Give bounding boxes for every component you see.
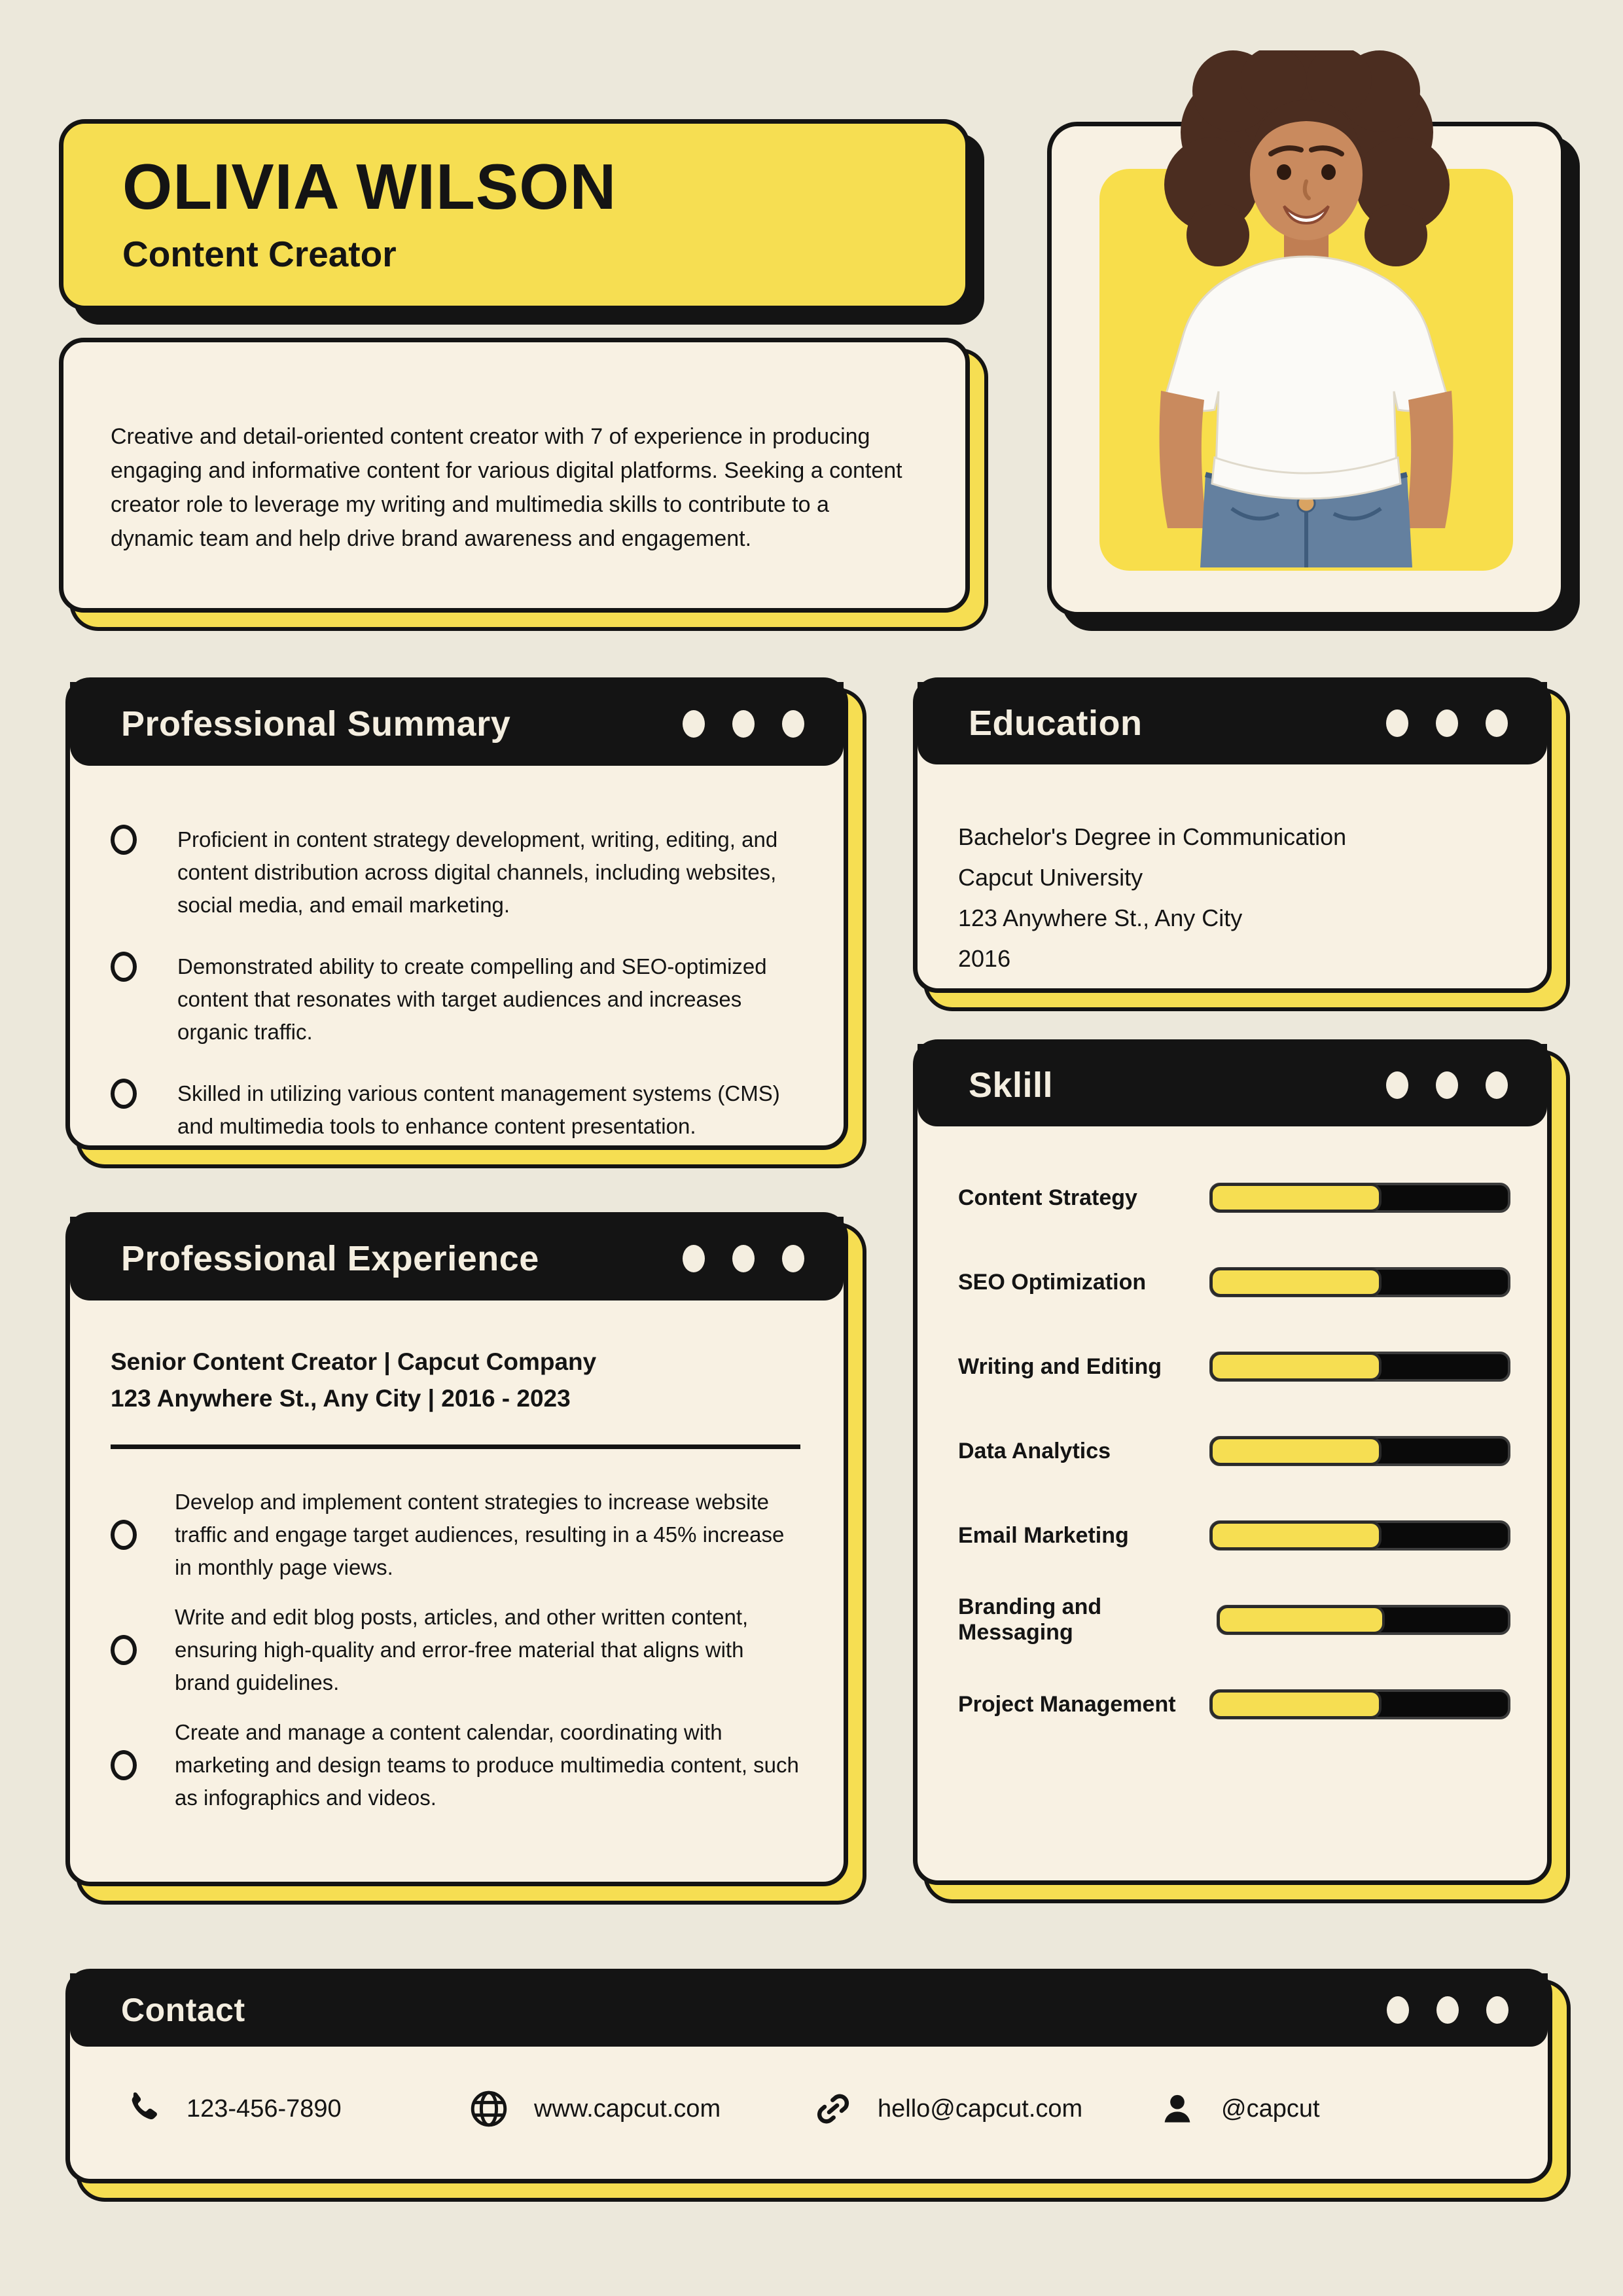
person-name: OLIVIA WILSON	[122, 151, 617, 223]
window-dot	[1436, 709, 1458, 737]
professional-summary-body	[70, 766, 844, 1143]
skill-bar	[1209, 1436, 1510, 1466]
window-dot	[1387, 1996, 1409, 2024]
portrait-photo	[1077, 50, 1535, 567]
bullet-ring-icon	[111, 1079, 137, 1109]
education-title: Education	[969, 704, 1143, 743]
window-dots	[1387, 1996, 1508, 2024]
education-school: Capcut University	[958, 864, 1143, 891]
person-role: Content Creator	[122, 234, 397, 274]
intro-card	[59, 338, 970, 613]
professional-summary-title: Professional Summary	[121, 704, 511, 744]
bullet-ring-icon	[111, 1750, 137, 1780]
summary-bullet	[111, 950, 798, 1049]
photo-card	[1047, 122, 1565, 617]
summary-bullet-text: Skilled in utilizing various content management systems (CMS) and multimedia tools to enhance content presentation.	[177, 1081, 780, 1138]
experience-title: Professional Experience	[121, 1239, 539, 1278]
bullet-ring-icon	[111, 825, 137, 855]
contact-body	[70, 2047, 1548, 2130]
link-icon	[812, 2088, 854, 2130]
skill-label: Project Management	[958, 1691, 1176, 1717]
experience-bullet	[111, 1486, 800, 1584]
window-dot	[1386, 709, 1408, 737]
skill-row	[958, 1432, 1510, 1470]
skill-label: SEO Optimization	[958, 1269, 1147, 1295]
skill-bar-fill	[1210, 1183, 1382, 1212]
experience-role: Senior Content Creator | Capcut Company	[111, 1348, 597, 1375]
skill-bar-fill	[1210, 1268, 1382, 1297]
experience-section	[65, 1212, 848, 1886]
divider	[111, 1444, 800, 1449]
window-dot	[782, 1245, 804, 1272]
summary-bullet	[111, 1077, 798, 1143]
contact-website-text: www.capcut.com	[534, 2094, 721, 2123]
bullet-ring-icon	[111, 952, 137, 982]
skill-row	[958, 1263, 1510, 1301]
skill-row	[958, 1179, 1510, 1217]
window-dot	[683, 710, 705, 738]
skill-row	[958, 1594, 1510, 1645]
skill-row	[958, 1348, 1510, 1386]
contact-email	[812, 2088, 1157, 2130]
education-degree: Bachelor's Degree in Communication	[958, 823, 1347, 850]
contact-social	[1157, 2089, 1502, 2129]
window-dot	[732, 710, 755, 738]
experience-bullet	[111, 1716, 800, 1814]
experience-meta: 123 Anywhere St., Any City | 2016 - 2023	[111, 1385, 571, 1412]
professional-summary-header	[70, 682, 844, 766]
skill-bar	[1217, 1605, 1510, 1635]
summary-bullet-text: Demonstrated ability to create compelling and SEO-optimized content that resonates with target audiences and increases organic traffic.	[177, 954, 767, 1044]
window-dot	[1436, 1996, 1459, 2024]
intro-text: Creative and detail-oriented content creator with 7 of experience in producing engaging and informative content for various digital platforms. Seeking a content creator role to leverage my writing and multimedia skills to contribute to a dynamic team and help drive brand awareness and engagement.	[111, 424, 902, 551]
window-dot	[1386, 1071, 1408, 1099]
contact-title: Contact	[121, 1992, 245, 2028]
skill-label: Writing and Editing	[958, 1354, 1162, 1379]
skill-bar-fill	[1210, 1690, 1382, 1719]
experience-bullet-text: Develop and implement content strategies to increase website traffic and engage target audiences, resulting in a 45% increase in monthly page views.	[175, 1490, 785, 1579]
skill-label: Data Analytics	[958, 1438, 1111, 1463]
skill-bar-fill	[1210, 1521, 1382, 1550]
skill-label: Content Strategy	[958, 1185, 1137, 1210]
experience-bullet	[111, 1601, 800, 1699]
skill-row	[958, 1685, 1510, 1723]
window-dots	[683, 710, 804, 738]
person-icon	[1157, 2089, 1198, 2129]
contact-section	[65, 1969, 1552, 2183]
skill-bar-fill	[1217, 1605, 1385, 1634]
summary-bullet-text: Proficient in content strategy development, writing, editing, and content distribution across digital channels, including websites, social media, and email marketing.	[177, 827, 778, 917]
skill-bar	[1209, 1267, 1510, 1297]
name-banner	[59, 119, 970, 310]
professional-summary-section	[65, 677, 848, 1150]
skill-row	[958, 1516, 1510, 1554]
experience-bullet-text: Create and manage a content calendar, coordinating with marketing and design teams to produce multimedia content, such as infographics and videos.	[175, 1720, 799, 1810]
education-year: 2016	[958, 945, 1011, 972]
education-header	[918, 682, 1547, 764]
skills-body	[918, 1126, 1547, 1723]
window-dot	[1436, 1071, 1458, 1099]
contact-phone-text: 123-456-7890	[187, 2094, 342, 2123]
contact-email-text: hello@capcut.com	[878, 2094, 1083, 2123]
window-dots	[1386, 709, 1508, 737]
window-dot	[1486, 709, 1508, 737]
window-dot	[1486, 1071, 1508, 1099]
window-dots	[1386, 1071, 1508, 1099]
globe-icon	[467, 2087, 510, 2130]
skills-section	[913, 1039, 1552, 1885]
contact-phone	[122, 2089, 467, 2129]
skill-bar-fill	[1210, 1437, 1382, 1465]
bullet-ring-icon	[111, 1520, 137, 1550]
window-dot	[683, 1245, 705, 1272]
skill-label: Branding and Messaging	[958, 1594, 1102, 1645]
experience-bullet-text: Write and edit blog posts, articles, and other written content, ensuring high-quality and error-free material that aligns with brand guidelines.	[175, 1605, 749, 1695]
education-address: 123 Anywhere St., Any City	[958, 905, 1243, 931]
skill-bar	[1209, 1689, 1510, 1719]
skill-bar	[1209, 1520, 1510, 1551]
summary-bullet	[111, 823, 798, 922]
window-dot	[732, 1245, 755, 1272]
education-body	[918, 764, 1547, 979]
contact-website	[467, 2087, 812, 2130]
skill-bar	[1209, 1352, 1510, 1382]
skill-bar-fill	[1210, 1352, 1382, 1381]
window-dots	[683, 1245, 804, 1272]
education-section	[913, 677, 1552, 993]
window-dot	[782, 710, 804, 738]
bullet-ring-icon	[111, 1635, 137, 1665]
skills-title: Sklill	[969, 1066, 1054, 1105]
window-dot	[1486, 1996, 1508, 2024]
skill-label: Email Marketing	[958, 1522, 1129, 1548]
skill-bar	[1209, 1183, 1510, 1213]
phone-icon	[122, 2089, 163, 2129]
skills-header	[918, 1044, 1547, 1126]
experience-body	[70, 1300, 844, 1814]
contact-social-text: @capcut	[1221, 2094, 1320, 2123]
experience-header	[70, 1217, 844, 1300]
contact-header	[70, 1973, 1548, 2047]
